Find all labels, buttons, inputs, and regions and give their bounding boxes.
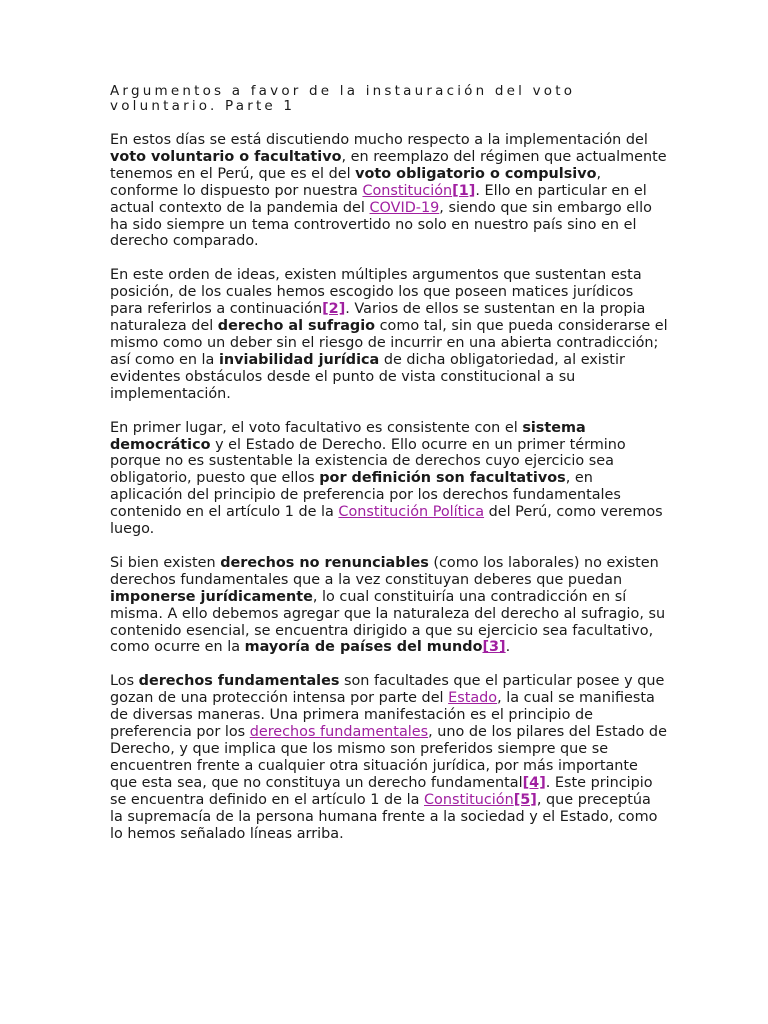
document-title: Argumentos a favor de la instauración del voto voluntario. Parte 1 [110, 83, 576, 114]
text: Si bien existen [110, 554, 221, 571]
bold-text: derechos no renunciables [220, 554, 429, 571]
text: Los [110, 673, 139, 690]
bold-text: mayoría de países del mundo [244, 639, 483, 656]
text: , siendo que sin embargo ello ha sido siempre un tema controvertido no solo en nuestro país sino en el derecho comparado. [110, 199, 652, 250]
text: , lo cual constituiría una contradicción en sí misma. A ello debemos agregar que la naturaleza del derecho al sufragio, su contenido esencial, se encuentra dirigido a que su ejercicio sea facultativo, como ocurre en la [110, 588, 666, 656]
text: como tal, sin que pueda considerarse el mismo como un deber sin el riesgo de incurrir en una abierta contradicción; así como en la [110, 318, 668, 368]
link-constitucion[interactable]: Constitución [362, 182, 453, 199]
bold-text: inviabilidad jurídica [218, 351, 380, 368]
text: (como los laborales) no existen derechos fundamentales que a la vez constituyan deberes que puedan [110, 554, 659, 588]
text: . Este principio se encuentra definido en el artículo 1 de la [110, 774, 653, 808]
link-constitucion-politica[interactable]: Constitución Política [338, 504, 485, 521]
text: . Varios de ellos se sustentan en la propia naturaleza del [110, 301, 646, 335]
text: . Ello en particular en el actual contexto de la pandemia del [110, 182, 647, 216]
footnote-link-3[interactable]: [3] [482, 639, 506, 656]
bold-text: sistema democrático [110, 419, 586, 453]
text: y el Estado de Derecho. Ello ocurre en un primer término porque no es sustentable la existencia de derechos cuyo ejercicio sea obligatorio, puesto que ellos [110, 436, 626, 487]
link-covid-19[interactable]: COVID-19 [369, 199, 440, 216]
footnote-link-1[interactable]: [1] [452, 182, 476, 199]
text: . [505, 639, 511, 656]
text: , que preceptúa la supremacía de la persona humana frente a la sociedad y el Estado, como lo hemos señalado líneas arriba. [110, 791, 658, 842]
bold-text: derecho al sufragio [217, 318, 376, 335]
paragraph-1 [110, 132, 668, 250]
text: , en reemplazo del régimen que actualmente tenemos en el Perú, que es el del [110, 148, 667, 182]
footnote-link-4[interactable]: [4] [522, 774, 546, 791]
text: son facultades que el particular posee y que gozan de una protección intensa por parte del [110, 673, 665, 707]
paragraph-3 [110, 420, 668, 538]
bold-text: voto voluntario o facultativo [110, 148, 342, 165]
text: En este orden de ideas, existen múltiples argumentos que sustentan esta posición, de los cuales hemos escogido los que poseen matices jurídicos para referirlos a continuación [110, 267, 642, 318]
paragraph-2 [110, 267, 668, 402]
text: , conforme lo dispuesto por nuestra [110, 165, 602, 199]
link-derechos-fundamentales[interactable]: derechos fundamentales [249, 724, 429, 741]
bold-text: voto obligatorio o compulsivo [355, 165, 597, 182]
link-estado[interactable]: Estado [448, 690, 498, 707]
footnote-link-5[interactable]: [5] [513, 791, 537, 808]
footnote-link-2[interactable]: [2] [322, 301, 346, 318]
text: de dicha obligatoriedad, al existir evidentes obstáculos desde el punto de vista constitucional a su implementación. [110, 351, 625, 402]
paragraph-4 [110, 555, 668, 656]
text: En estos días se está discutiendo mucho respecto a la implementación del [110, 132, 648, 148]
bold-text: imponerse jurídicamente [110, 588, 313, 605]
text: , uno de los pilares del Estado de Derecho, y que implica que los mismo son preferidos siempre que se encuentren frente a cualquier otra situación jurídica, por más importante que esta sea, que no constituya un derecho fundamental [110, 724, 667, 791]
text: , en aplicación del principio de preferencia por los derechos fundamentales contenido en el artículo 1 de la [110, 470, 621, 521]
text: En primer lugar, el voto facultativo es consistente con el [110, 419, 523, 436]
text: del Perú, como veremos luego. [110, 504, 663, 538]
paragraph-5 [110, 673, 668, 842]
bold-text: derechos fundamentales [138, 673, 340, 690]
link-constitucion-2[interactable]: Constitución [424, 791, 514, 808]
bold-text: por definición son facultativos [319, 470, 566, 487]
text: , la cual se manifiesta de diversas maneras. Una primera manifestación es el principio de preferencia por los [110, 690, 655, 741]
